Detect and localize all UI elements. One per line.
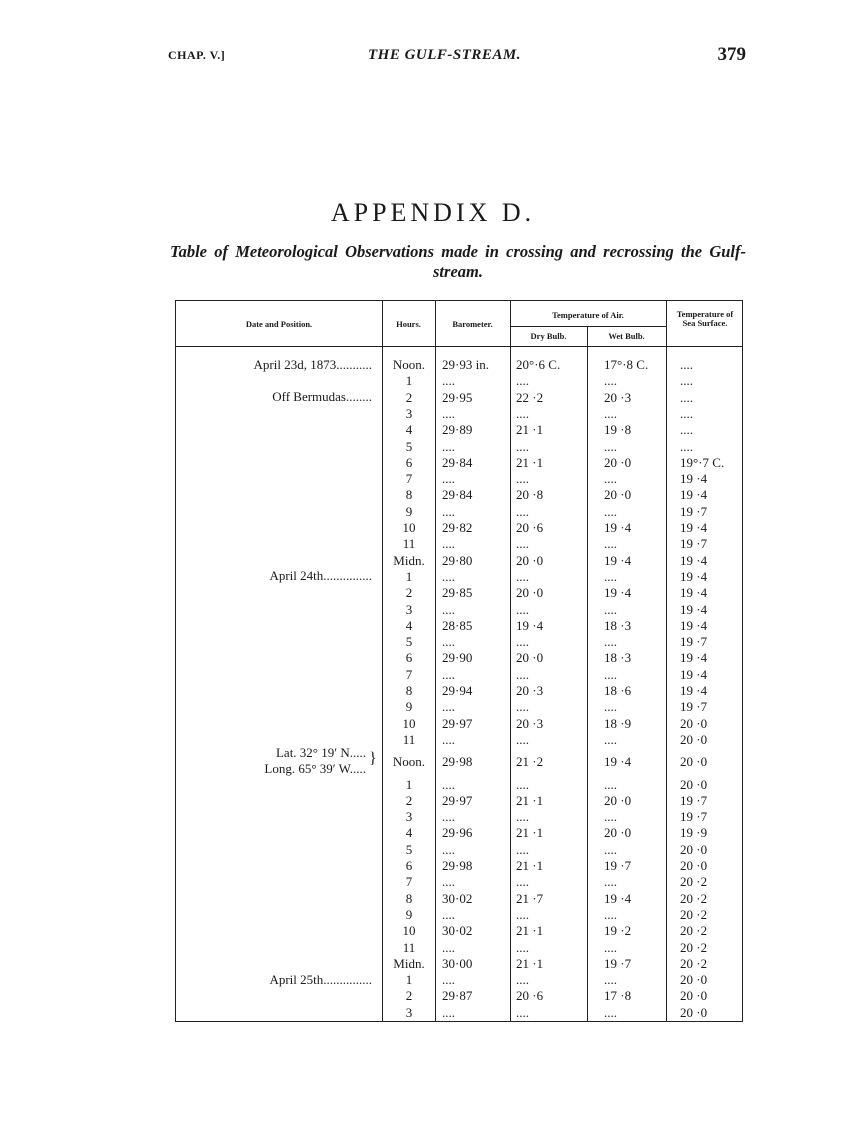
page-number: 379 bbox=[717, 44, 746, 65]
hour-cell: 5 bbox=[405, 634, 413, 650]
hour-cell: 9 bbox=[405, 699, 413, 715]
table-row bbox=[176, 793, 742, 809]
table-row bbox=[176, 439, 742, 455]
wet-bulb-cell: .... bbox=[604, 536, 617, 552]
table-row bbox=[176, 455, 742, 471]
dry-bulb-cell: .... bbox=[516, 568, 529, 584]
rule-air-subheader bbox=[510, 326, 666, 327]
hour-cell: 3 bbox=[405, 601, 413, 617]
dry-bulb-cell: 21 ·2 bbox=[516, 754, 544, 770]
sea-temp-cell: 19 ·7 bbox=[680, 792, 708, 808]
wet-bulb-cell: .... bbox=[604, 972, 617, 988]
table-row bbox=[176, 809, 742, 825]
table-row bbox=[176, 858, 742, 874]
observations-table bbox=[175, 300, 743, 1022]
table-row bbox=[176, 923, 742, 939]
table-row bbox=[176, 471, 742, 487]
barometer-cell: 29·84 bbox=[442, 454, 473, 470]
sea-temp-cell: .... bbox=[680, 373, 693, 389]
col-sea-surface: Temperature of Sea Surface. bbox=[676, 309, 734, 328]
hour-cell: 8 bbox=[405, 890, 413, 906]
wet-bulb-cell: 20 ·0 bbox=[604, 792, 632, 808]
sea-temp-cell: 20 ·0 bbox=[680, 715, 708, 731]
table-row bbox=[176, 891, 742, 907]
dry-bulb-cell: 20 ·0 bbox=[516, 585, 544, 601]
barometer-cell: .... bbox=[442, 906, 455, 922]
sea-temp-cell: 19 ·7 bbox=[680, 699, 708, 715]
hour-cell: 8 bbox=[405, 487, 413, 503]
hour-cell: 6 bbox=[405, 650, 413, 666]
hour-cell: Noon. bbox=[392, 754, 426, 770]
dry-bulb-cell: .... bbox=[516, 939, 529, 955]
dry-bulb-cell: 20°·6 C. bbox=[516, 357, 561, 372]
table-row bbox=[176, 602, 742, 618]
wet-bulb-cell: 20 ·0 bbox=[604, 825, 632, 841]
table-row bbox=[176, 406, 742, 422]
hour-cell: 8 bbox=[405, 683, 413, 698]
dry-bulb-cell: .... bbox=[516, 841, 529, 857]
wet-bulb-cell: 17°·8 C. bbox=[604, 357, 649, 372]
dry-bulb-cell: 20 ·3 bbox=[516, 683, 544, 698]
table-row bbox=[176, 650, 742, 666]
table-row bbox=[176, 585, 742, 601]
sea-temp-cell: 19 ·4 bbox=[680, 601, 708, 617]
wet-bulb-cell: 19 ·8 bbox=[604, 422, 632, 438]
dry-bulb-cell: 21 ·1 bbox=[516, 792, 544, 808]
wet-bulb-cell: .... bbox=[604, 841, 617, 857]
barometer-cell: 29·98 bbox=[442, 858, 473, 873]
dry-bulb-cell: .... bbox=[516, 972, 529, 988]
hour-cell: 5 bbox=[405, 841, 413, 857]
wet-bulb-cell: 19 ·4 bbox=[604, 552, 632, 568]
col-dry-bulb: Dry Bulb. bbox=[530, 331, 567, 341]
barometer-cell: 29·90 bbox=[442, 650, 473, 666]
sea-temp-cell: 20 ·2 bbox=[680, 890, 708, 906]
dry-bulb-cell: 21 ·1 bbox=[516, 422, 544, 438]
barometer-cell: 29·89 bbox=[442, 422, 473, 438]
table-row bbox=[176, 988, 742, 1004]
label-longitude: Long. 65° 39′ W..... bbox=[264, 761, 366, 776]
table-caption: Table of Meteorological Observations made in crossing and recrossing the Gulf-stream. bbox=[170, 242, 746, 281]
barometer-cell: .... bbox=[442, 405, 455, 421]
wet-bulb-cell: .... bbox=[604, 939, 617, 955]
sea-temp-cell: 19 ·4 bbox=[680, 520, 708, 535]
dry-bulb-cell: 21 ·1 bbox=[516, 858, 544, 873]
hour-cell: 4 bbox=[405, 617, 413, 633]
dry-bulb-cell: .... bbox=[516, 536, 529, 552]
barometer-cell: .... bbox=[442, 568, 455, 584]
sea-temp-cell: 20 ·0 bbox=[680, 858, 708, 873]
dry-bulb-cell: 21 ·7 bbox=[516, 890, 544, 906]
barometer-cell: .... bbox=[442, 841, 455, 857]
dry-bulb-cell: 21 ·1 bbox=[516, 454, 544, 470]
wet-bulb-cell: .... bbox=[604, 874, 617, 890]
hour-cell: 7 bbox=[405, 666, 413, 682]
table-row bbox=[176, 667, 742, 683]
barometer-cell: .... bbox=[442, 634, 455, 650]
col-hours: Hours. bbox=[396, 319, 421, 329]
barometer-cell: 29·95 bbox=[442, 389, 473, 405]
running-title: THE GULF-STREAM. bbox=[368, 47, 522, 63]
wet-bulb-cell: 19 ·4 bbox=[604, 585, 632, 601]
barometer-cell: .... bbox=[442, 503, 455, 519]
sea-temp-cell: 20 ·0 bbox=[680, 776, 708, 792]
dry-bulb-cell: .... bbox=[516, 809, 529, 825]
table-row bbox=[176, 553, 742, 569]
dry-bulb-cell: 19 ·4 bbox=[516, 617, 544, 633]
label-april-24: April 24th............... bbox=[269, 568, 372, 583]
hour-cell: 11 bbox=[402, 939, 416, 955]
wet-bulb-cell: .... bbox=[604, 731, 617, 747]
dry-bulb-cell: .... bbox=[516, 666, 529, 682]
table-row bbox=[176, 569, 742, 585]
wet-bulb-cell: 20 ·0 bbox=[604, 487, 632, 503]
barometer-cell: .... bbox=[442, 972, 455, 988]
appendix-title: APPENDIX D. bbox=[330, 198, 536, 227]
hour-cell: 4 bbox=[405, 825, 413, 841]
wet-bulb-cell: .... bbox=[604, 776, 617, 792]
hour-cell: 10 bbox=[402, 520, 416, 535]
hour-cell: 4 bbox=[405, 422, 413, 438]
hour-cell: 11 bbox=[402, 731, 416, 747]
barometer-cell: 29·94 bbox=[442, 683, 473, 698]
wet-bulb-cell: .... bbox=[604, 1004, 617, 1020]
dry-bulb-cell: 20 ·6 bbox=[516, 520, 544, 535]
sea-temp-cell: 19 ·4 bbox=[680, 552, 708, 568]
table-row bbox=[176, 390, 742, 406]
label-april-25: April 25th............... bbox=[269, 972, 372, 987]
barometer-cell: 29·96 bbox=[442, 825, 473, 841]
wet-bulb-cell: .... bbox=[604, 699, 617, 715]
wet-bulb-cell: .... bbox=[604, 405, 617, 421]
sea-temp-cell: 20 ·2 bbox=[680, 923, 708, 939]
table-row bbox=[176, 777, 742, 793]
sea-temp-cell: 20 ·2 bbox=[680, 874, 708, 890]
table-row bbox=[176, 422, 742, 438]
dry-bulb-cell: 20 ·6 bbox=[516, 988, 544, 1004]
dry-bulb-cell: .... bbox=[516, 699, 529, 715]
sea-temp-cell: 20 ·2 bbox=[680, 906, 708, 922]
hour-cell: Midn. bbox=[393, 552, 425, 568]
sea-temp-cell: .... bbox=[680, 422, 693, 438]
wet-bulb-cell: .... bbox=[604, 471, 617, 487]
dry-bulb-cell: .... bbox=[516, 405, 529, 421]
running-header bbox=[168, 44, 746, 70]
chapter-label: CHAP. V.] bbox=[168, 48, 226, 62]
hour-cell: 10 bbox=[402, 923, 416, 939]
table-row bbox=[176, 504, 742, 520]
hour-cell: 7 bbox=[405, 471, 413, 487]
sea-temp-cell: .... bbox=[680, 389, 693, 405]
hour-cell: 2 bbox=[405, 792, 413, 808]
wet-bulb-cell: 17 ·8 bbox=[604, 988, 632, 1004]
sea-temp-cell: 19 ·9 bbox=[680, 825, 708, 841]
wet-bulb-cell: 19 ·7 bbox=[604, 955, 632, 971]
table-row bbox=[176, 683, 742, 699]
table-row bbox=[176, 699, 742, 715]
barometer-cell: 30·02 bbox=[442, 890, 473, 906]
wet-bulb-cell: 18 ·6 bbox=[604, 683, 632, 698]
table-row bbox=[176, 1005, 742, 1021]
dry-bulb-cell: .... bbox=[516, 503, 529, 519]
sea-temp-cell: 19 ·7 bbox=[680, 809, 708, 825]
barometer-cell: .... bbox=[442, 666, 455, 682]
sea-temp-cell: 20 ·0 bbox=[680, 1004, 708, 1020]
wet-bulb-cell: .... bbox=[604, 906, 617, 922]
wet-bulb-cell: .... bbox=[604, 666, 617, 682]
sea-temp-cell: 19 ·4 bbox=[680, 568, 708, 584]
dry-bulb-cell: 20 ·0 bbox=[516, 650, 544, 666]
dry-bulb-cell: 21 ·1 bbox=[516, 825, 544, 841]
table-row bbox=[176, 373, 742, 389]
sea-temp-cell: 19 ·4 bbox=[680, 617, 708, 633]
barometer-cell: 29·93 in. bbox=[442, 357, 489, 372]
dry-bulb-cell: .... bbox=[516, 634, 529, 650]
hour-cell: 7 bbox=[405, 874, 413, 890]
hour-cell: 3 bbox=[405, 405, 413, 421]
table-row bbox=[176, 842, 742, 858]
wet-bulb-cell: .... bbox=[604, 809, 617, 825]
hour-cell: 2 bbox=[405, 389, 413, 405]
table-row bbox=[176, 754, 742, 770]
sea-temp-cell: 19 ·4 bbox=[680, 666, 708, 682]
hour-cell: 5 bbox=[405, 438, 413, 454]
wet-bulb-cell: .... bbox=[604, 601, 617, 617]
wet-bulb-cell: 20 ·3 bbox=[604, 389, 632, 405]
hour-cell: 9 bbox=[405, 503, 413, 519]
barometer-cell: 29·97 bbox=[442, 715, 473, 731]
dry-bulb-cell: 21 ·1 bbox=[516, 923, 544, 939]
wet-bulb-cell: 19 ·4 bbox=[604, 754, 632, 770]
sea-temp-cell: 20 ·2 bbox=[680, 955, 708, 971]
barometer-cell: .... bbox=[442, 874, 455, 890]
barometer-cell: .... bbox=[442, 601, 455, 617]
hour-cell: 2 bbox=[405, 585, 413, 601]
barometer-cell: .... bbox=[442, 1004, 455, 1020]
hour-cell: 1 bbox=[405, 776, 413, 792]
dry-bulb-cell: .... bbox=[516, 776, 529, 792]
table-row bbox=[176, 536, 742, 552]
col-barometer: Barometer. bbox=[452, 319, 493, 329]
barometer-cell: .... bbox=[442, 939, 455, 955]
table-row bbox=[176, 956, 742, 972]
hour-cell: 6 bbox=[405, 454, 413, 470]
barometer-cell: 28·85 bbox=[442, 617, 473, 633]
sea-temp-cell: 19 ·4 bbox=[680, 650, 708, 666]
barometer-cell: 30·02 bbox=[442, 923, 473, 939]
table-row bbox=[176, 716, 742, 732]
barometer-cell: .... bbox=[442, 536, 455, 552]
sea-temp-cell: 20 ·2 bbox=[680, 939, 708, 955]
sea-temp-cell: .... bbox=[680, 357, 693, 372]
wet-bulb-cell: .... bbox=[604, 438, 617, 454]
sea-temp-cell: 19 ·7 bbox=[680, 503, 708, 519]
hour-cell: 11 bbox=[402, 536, 416, 552]
barometer-cell: .... bbox=[442, 699, 455, 715]
barometer-cell: .... bbox=[442, 438, 455, 454]
dry-bulb-cell: .... bbox=[516, 906, 529, 922]
hour-cell: 1 bbox=[405, 972, 413, 988]
hour-cell: 6 bbox=[405, 858, 413, 873]
wet-bulb-cell: 19 ·7 bbox=[604, 858, 632, 873]
wet-bulb-cell: .... bbox=[604, 503, 617, 519]
sea-temp-cell: 19 ·4 bbox=[680, 683, 708, 698]
table-row bbox=[176, 634, 742, 650]
sea-temp-cell: .... bbox=[680, 438, 693, 454]
barometer-cell: 29·97 bbox=[442, 792, 473, 808]
barometer-cell: 29·82 bbox=[442, 520, 473, 535]
wet-bulb-cell: .... bbox=[604, 373, 617, 389]
dry-bulb-cell: 20 ·3 bbox=[516, 715, 544, 731]
barometer-cell: .... bbox=[442, 373, 455, 389]
hour-cell: 3 bbox=[405, 809, 413, 825]
hour-cell: 2 bbox=[405, 988, 413, 1004]
sea-temp-cell: 19 ·7 bbox=[680, 536, 708, 552]
sea-temp-cell: 20 ·0 bbox=[680, 731, 708, 747]
table-row bbox=[176, 487, 742, 503]
table-row bbox=[176, 618, 742, 634]
sea-temp-cell: 19 ·4 bbox=[680, 471, 708, 487]
dry-bulb-cell: 21 ·1 bbox=[516, 955, 544, 971]
label-april-23: April 23d, 1873........... bbox=[253, 357, 372, 372]
wet-bulb-cell: 18 ·3 bbox=[604, 650, 632, 666]
hour-cell: 1 bbox=[405, 373, 413, 389]
dry-bulb-cell: .... bbox=[516, 471, 529, 487]
dry-bulb-cell: .... bbox=[516, 731, 529, 747]
hour-cell: 9 bbox=[405, 906, 413, 922]
hour-cell: 3 bbox=[405, 1004, 413, 1020]
label-off-bermudas: Off Bermudas........ bbox=[272, 389, 372, 404]
sea-temp-cell: 20 ·0 bbox=[680, 972, 708, 988]
sea-temp-cell: 20 ·0 bbox=[680, 841, 708, 857]
sea-temp-cell: 19 ·4 bbox=[680, 487, 708, 503]
table-row bbox=[176, 874, 742, 890]
wet-bulb-cell: 18 ·9 bbox=[604, 715, 632, 731]
col-date-position: Date and Position. bbox=[245, 319, 313, 329]
wet-bulb-cell: 19 ·4 bbox=[604, 520, 632, 535]
barometer-cell: 29·98 bbox=[442, 754, 473, 770]
col-temperature-air: Temperature of Air. bbox=[552, 310, 624, 320]
dry-bulb-cell: .... bbox=[516, 438, 529, 454]
barometer-cell: 29·84 bbox=[442, 487, 473, 503]
barometer-cell: 29·87 bbox=[442, 988, 473, 1004]
table-row bbox=[176, 825, 742, 841]
col-wet-bulb: Wet Bulb. bbox=[608, 331, 645, 341]
barometer-cell: .... bbox=[442, 776, 455, 792]
sea-temp-cell: 19°·7 C. bbox=[680, 454, 725, 470]
barometer-cell: .... bbox=[442, 809, 455, 825]
wet-bulb-cell: 19 ·2 bbox=[604, 923, 632, 939]
sea-temp-cell: 20 ·0 bbox=[680, 988, 708, 1004]
wet-bulb-cell: 20 ·0 bbox=[604, 454, 632, 470]
sea-temp-cell: 20 ·0 bbox=[680, 754, 708, 770]
barometer-cell: .... bbox=[442, 471, 455, 487]
wet-bulb-cell: 19 ·4 bbox=[604, 890, 632, 906]
brace-icon: } bbox=[369, 750, 377, 767]
table-row bbox=[176, 907, 742, 923]
barometer-cell: 30·00 bbox=[442, 955, 473, 971]
barometer-cell: 29·85 bbox=[442, 585, 473, 601]
dry-bulb-cell: 20 ·0 bbox=[516, 552, 544, 568]
barometer-cell: .... bbox=[442, 731, 455, 747]
table-row bbox=[176, 972, 742, 988]
dry-bulb-cell: .... bbox=[516, 601, 529, 617]
hour-cell: 1 bbox=[405, 568, 413, 584]
dry-bulb-cell: 22 ·2 bbox=[516, 389, 544, 405]
table-row bbox=[176, 357, 742, 373]
table-row bbox=[176, 732, 742, 748]
dry-bulb-cell: .... bbox=[516, 874, 529, 890]
label-latitude: Lat. 32° 19′ N..... bbox=[275, 745, 366, 760]
sea-temp-cell: .... bbox=[680, 405, 693, 421]
table-row bbox=[176, 940, 742, 956]
table-row bbox=[176, 520, 742, 536]
sea-temp-cell: 19 ·7 bbox=[680, 634, 708, 650]
wet-bulb-cell: .... bbox=[604, 568, 617, 584]
wet-bulb-cell: 18 ·3 bbox=[604, 617, 632, 633]
wet-bulb-cell: .... bbox=[604, 634, 617, 650]
hour-cell: Noon. bbox=[392, 357, 426, 372]
hour-cell: Midn. bbox=[393, 955, 425, 971]
dry-bulb-cell: .... bbox=[516, 1004, 529, 1020]
barometer-cell: 29·80 bbox=[442, 552, 473, 568]
hour-cell: 10 bbox=[402, 715, 416, 731]
dry-bulb-cell: .... bbox=[516, 373, 529, 389]
rule-header-bottom bbox=[176, 346, 742, 347]
sea-temp-cell: 19 ·4 bbox=[680, 585, 708, 601]
dry-bulb-cell: 20 ·8 bbox=[516, 487, 544, 503]
